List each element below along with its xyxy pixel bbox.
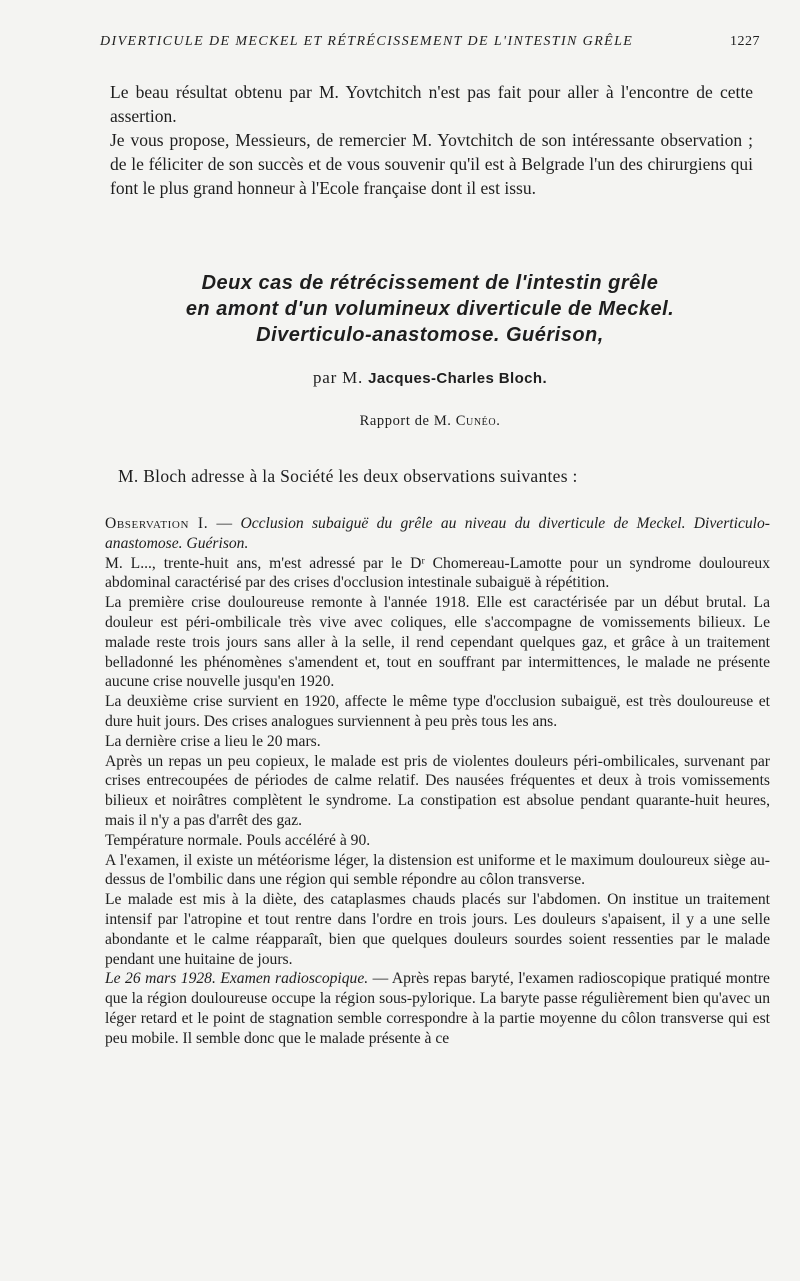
author-name: Jacques-Charles Bloch. xyxy=(368,370,548,387)
title-line-2: en amont d'un volumineux diverticule de Meckel. xyxy=(185,298,675,320)
exam-date: Le 26 mars 1928. xyxy=(105,970,216,988)
observation-dash: — xyxy=(208,515,241,532)
page-number: 1227 xyxy=(730,34,760,49)
observation-label: Observation I. xyxy=(105,515,209,532)
rapport-prefix: Rapport de M. xyxy=(359,413,452,429)
byline-prefix: par M. xyxy=(312,368,364,387)
observation-paragraph: M. L..., trente-huit ans, m'est adressé par le Dʳ Chomereau-Lamotte pour un syndrome douloureux abdominal caractérisé par des crises d'occlusion intestinale subaiguë à répétition. xyxy=(105,554,770,592)
observation-title: Occlusion subaiguë du grêle au niveau du diverticule de Meckel. Diverticulo-anastomose. Guérison. xyxy=(105,515,770,552)
intro-paragraph-1: Le beau résultat obtenu par M. Yovtchitch n'est pas fait pour aller à l'encontre de cette assertion. xyxy=(110,82,753,126)
title-line-1: Deux cas de rétrécissement de l'intestin grêle xyxy=(201,272,659,294)
observation-body xyxy=(105,514,770,1049)
observation-paragraph: Le malade est mis à la diète, des cataplasmes chauds placés sur l'abdomen. On institue un traitement intensif par l'atropine et tout rentre dans l'ordre en trois jours. Les douleurs s'apaisent, il y a une selle abondante et le calme réapparaît, bien que quelques douleurs sourdes soient ressenties par le malade pendant une huitaine de jours. xyxy=(105,891,770,968)
intro-text xyxy=(110,80,753,200)
title-line-3: Diverticulo-anastomose. Guérison, xyxy=(256,324,604,346)
lead-sentence: M. Bloch adresse à la Société les deux observations suivantes : xyxy=(118,466,578,486)
observation-paragraph: La dernière crise a lieu le 20 mars. xyxy=(105,732,321,750)
rapporteur-name: Cunéo. xyxy=(455,413,501,429)
running-title: DIVERTICULE DE MECKEL ET RÉTRÉCISSEMENT DE L'INTESTIN GRÊLE xyxy=(100,34,634,49)
observation-paragraph-last xyxy=(105,969,770,1048)
observation-paragraph: La deuxième crise survient en 1920, affecte le même type d'occlusion subaiguë, est très douloureuse et dure huit jours. Des crises analogues surviennent à peu près tous les ans. xyxy=(105,693,770,730)
intro-paragraph-2: Je vous propose, Messieurs, de remercier M. Yovtchitch de son intéressante observation ; de le féliciter de son succès et de vous souvenir qu'il est à Belgrade l'un des chirurgiens qui font le plus grand honneur à l'Ecole française dont il est issu. xyxy=(110,130,753,198)
observation-paragraph: La première crise douloureuse remonte à l'année 1918. Elle est caractérisée par un début brutal. La douleur est péri-ombilicale très vive avec coliques, elle s'accompagne de vomissements bilieux. Le malade reste trois jours sans aller à la selle, il rend cependant quelques gaz, et grâce à un traitement belladonné les phénomènes s'amendent et, tout en souffrant par intermittences, le malade ne présente aucune crise nouvelle jusqu'en 1920. xyxy=(105,594,770,691)
observation-paragraph: Après un repas un peu copieux, le malade est pris de violentes douleurs péri-ombilicales, survenant par crises entrecoupées de périodes de calme relatif. Des nausées fréquentes et deux à trois vomissements bilieux et noirâtres complètent le syndrome. La constipation est absolue pendant quarante-huit heures, mais il n'y a pas d'arrêt des gaz. xyxy=(105,752,770,829)
observation-paragraph: Température normale. Pouls accéléré à 90. xyxy=(105,831,371,849)
observation-heading xyxy=(105,514,770,554)
article-title xyxy=(100,270,760,348)
running-head xyxy=(100,34,760,50)
exam-text: — Après repas baryté, l'examen radioscopique pratiqué montre que la région douloureuse occupe la région sous-pylorique. La baryte passe régulièrement bien qu'avec un léger retard et le point de stagnation semble correspondre à la partie moyenne du côlon transverse qui est peu mobile. Il semble donc que le malade présente à ce xyxy=(105,970,770,1047)
exam-type: Examen radioscopique. xyxy=(220,970,369,988)
byline xyxy=(100,368,760,388)
observation-paragraph: A l'examen, il existe un météorisme léger, la distension est uniforme et le maximum douloureux siège au-dessus de l'ombilic dans une région qui semble répondre au côlon transverse. xyxy=(105,851,770,889)
rapport-line xyxy=(100,413,760,430)
